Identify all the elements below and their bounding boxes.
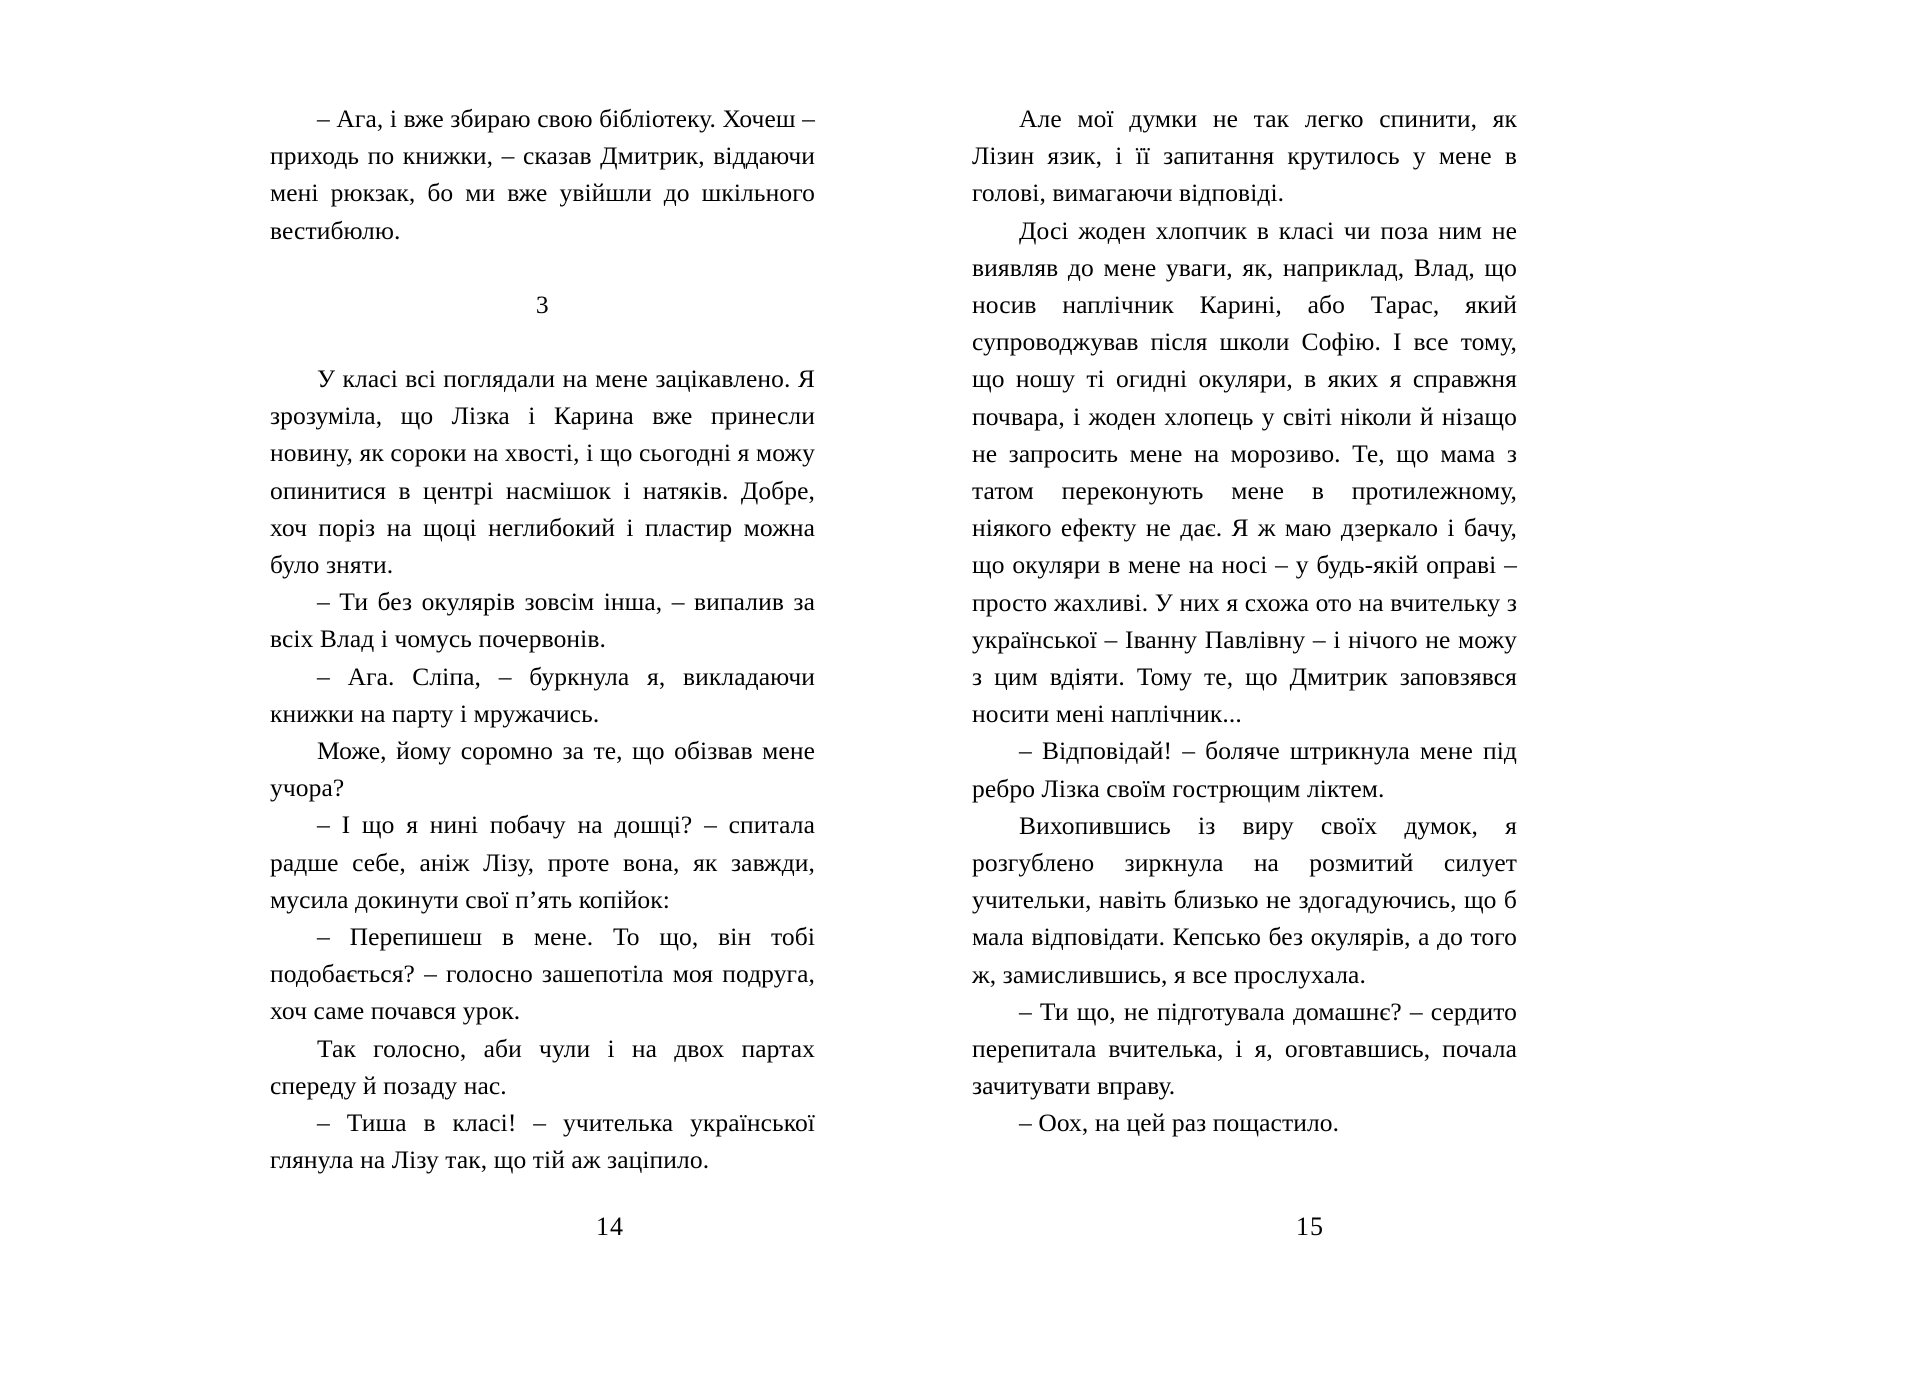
right-page-textblock [972, 100, 1517, 1142]
paragraph: – Ага. Сліпа, – буркнула я, викладаючи книжки на парту і мружачись. [270, 661, 815, 728]
section-heading: 3 [535, 289, 550, 319]
paragraph: – Відповідай! – боляче штрикнула мене під ребро Лізка своїм гострющим ліктем. [972, 736, 1517, 803]
paragraph: Може, йому соромно за те, що обізвав мене учора? [270, 736, 815, 803]
paragraph: Але мої думки не так легко спинити, як Лізин язик, і її запитання крутилось у мене в голові, вимагаючи відповіді. [972, 104, 1517, 208]
paragraph: – Ти без окулярів зовсім інша, – випалив за всіх Влад і чомусь почервонів. [270, 587, 815, 654]
right-page [960, 0, 1660, 1387]
paragraph: – І що я нині побачу на дошці? – спитала радше себе, аніж Лізу, проте вона, як завжди, мусила докинути свої п’ять копійок: [270, 810, 815, 914]
paragraph: – Перепишеш в мене. То що, він тобі подобається? – голосно зашепотіла моя подруга, хоч саме почався урок. [270, 922, 815, 1026]
paragraph: Вихопившись із виру своїх думок, я розгублено зиркнула на розмитий силует учительки, навіть близько не здогадуючись, що б мала відповідати. Кепсько без окулярів, а до того ж, замислившись, я все прослухала. [972, 810, 1517, 989]
left-page [260, 0, 960, 1387]
paragraph: – Оох, на цей раз пощастило. [1019, 1108, 1340, 1138]
page-number: 15 [1296, 1212, 1324, 1241]
paragraph: Так голосно, аби чули і на двох партах спереду й позаду нас. [270, 1033, 815, 1100]
page-number: 14 [596, 1212, 624, 1241]
paragraph: – Ага, і вже збираю свою бібліотеку. Хочеш – приходь по книжки, – сказав Дмитрик, віддаючи мені рюкзак, бо ми вже увійшли до шкільного вестибюлю. [270, 104, 815, 245]
paragraph: У класі всі поглядали на мене зацікавлено. Я зрозуміла, що Лізка і Карина вже принесли новину, як сороки на хвості, і що сьогодні я можу опинитися в центрі насмішок і натяків. Добре, хоч поріз на щоці неглибокий і пластир можна було зняти. [270, 364, 815, 580]
paragraph: – Ти що, не підготувала домашнє? – сердито перепитала вчителька, і я, оговтавшись, почала зачитувати вправу. [972, 996, 1517, 1101]
left-page-textblock [270, 100, 815, 1178]
paragraph: Досі жоден хлопчик в класі чи поза ним не виявляв до мене уваги, як, наприклад, Влад, що носив наплічник Карині, або Тарас, який супроводжував після школи Софію. І все тому, що ношу ті огидні окуляри, в яких я справжня почвара, і жоден хлопець у світі ніколи й нізащо не запросить мене на морозиво. Те, що мама з татом переконують мене в протилежному, ніякого ефекту не дає. Я ж маю дзеркало і бачу, що окуляри в мене на носі – у будь-якій оправі – просто жахливі. У них я схожа ото на вчительку з української – Іванну Павлівну – і нічого не можу з цим вдіяти. Тому те, що Дмитрик заповзявся носити мені наплічник... [972, 215, 1517, 729]
paragraph: – Тиша в класі! – учителька української глянула на Лізу так, що тій аж заціпило. [270, 1108, 815, 1175]
